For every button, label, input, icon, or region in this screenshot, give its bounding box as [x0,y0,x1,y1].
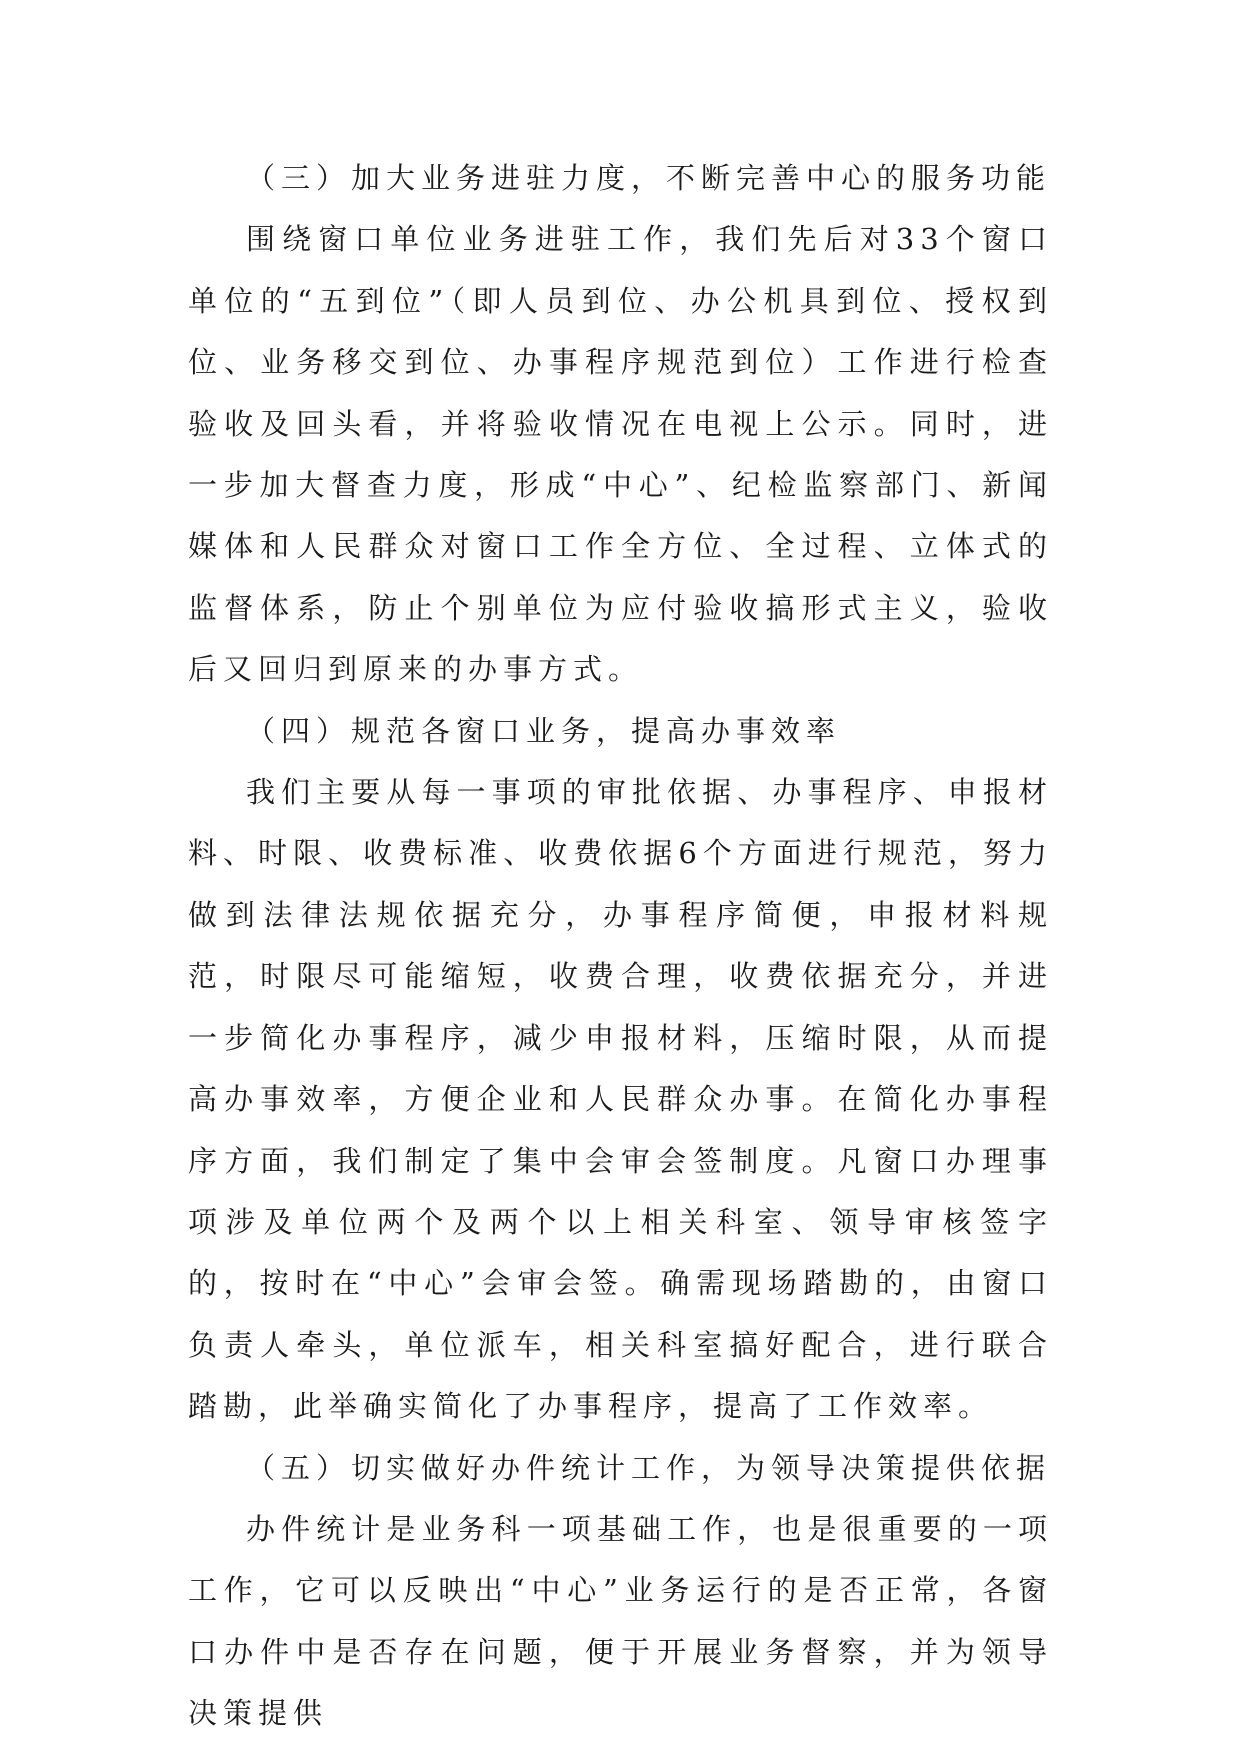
document-body [188,148,1053,1745]
section-heading-4: （四）规范各窗口业务，提高办事效率 [246,713,842,748]
section-paragraph-3: 围绕窗口单位业务进驻工作，我们先后对33个窗口单位的“五到位”（即人员到位、办公机具到位、授权到位、业务移交到位、办事程序规范到位）工作进行检查验收及回头看，并将验收情况在电视上公示。同时，进一步加大督查力度，形成“中心”、纪检监察部门、新闻媒体和人民群众对窗口工作全方位、全过程、立体式的监督体系，防止个别单位为应付验收搞形式主义，验收后又回归到原来的办事方式。 [188,222,1053,687]
section-heading-5: （五）切实做好办件统计工作，为领导决策提供依据 [246,1450,1052,1485]
section-heading-3: （三）加大业务进驻力度，不断完善中心的服务功能 [246,161,1052,195]
section-paragraph-5: 办件统计是业务科一项基础工作，也是很重要的一项工作，它可以反映出“中心”业务运行的是否正常，各窗口办件中是否存在问题，便于开展业务督察，并为领导决策提供 [188,1511,1053,1731]
section-paragraph-4: 我们主要从每一事项的审批依据、办事程序、申报材料、时限、收费标准、收费依据6个方面进行规范，努力做到法律法规依据充分，办事程序简便，申报材料规范，时限尽可能缩短，收费合理，收费依据充分，并进一步简化办事程序，减少申报材料，压缩时限，从而提高办事效率，方便企业和人民群众办事。在简化办事程序方面，我们制定了集中会审会签制度。凡窗口办理事项涉及单位两个及两个以上相关科室、领导审核签字的，按时在“中心”会审会签。确需现场踏勘的，由窗口负责人牵头，单位派车，相关科室搞好配合，进行联合踏勘，此举确实简化了办事程序，提高了工作效率。 [188,775,1053,1424]
